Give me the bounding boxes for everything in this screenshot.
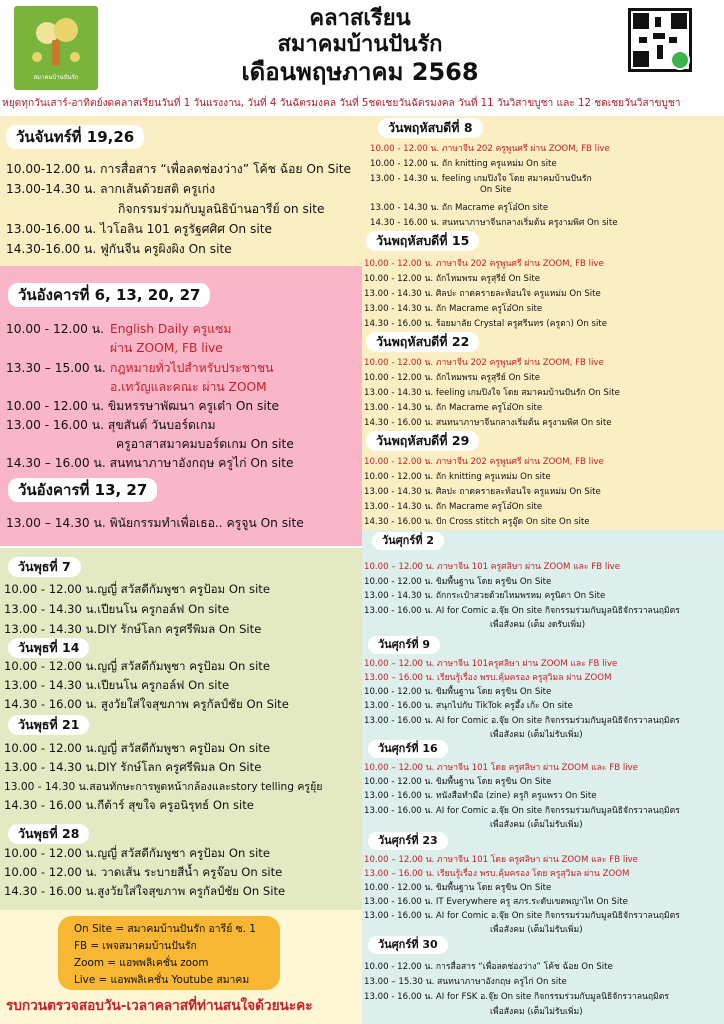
schedule-line: 13.00 - 16.00 น. หนังสือทำมือ (zine) ครูกิ ครูแพรว On Site <box>364 791 597 801</box>
schedule-line: 13.00 - 14.30 น.DIY รักษ์โลก ครูศรีพิมล On Site <box>4 760 262 774</box>
schedule-line: 10.00-12.00 น. การสื่อสาร “เพื่อลดช่องว่าง” โค้ช ฉ้อย On Site <box>6 162 352 176</box>
wednesday-7-heading: วันพุธที่ 7 <box>8 557 81 577</box>
schedule-line: 10.00 - 12.00 น. วาดเส้น ระบายสีน้ำ ครูจ๊อบ On site <box>4 865 283 879</box>
schedule-line: 10.00 - 12.00 น. ถักไหมพรม ครูสุรีย์ On Site <box>364 373 541 383</box>
schedule-line: 14.30 - 16.00 น.กีต้าร์ สุขใจ ครูอนิรุทธ์ On site <box>4 798 254 812</box>
schedule-line: เพื่อสังคม (เต็มไม่รับเพิ่ม) <box>490 1007 583 1017</box>
schedule-line: 10.00 - 12.00 น. การสื่อสาร “เพื่อลดช่องว่าง” โค้ช ฉ้อย On Site <box>364 962 613 972</box>
tuesday-heading: วันอังคารที่ 6, 13, 20, 27 <box>8 283 210 307</box>
schedule-line: 13.00 - 14.30 น.DIY รักษ์โลก ครูศรีพิมล On Site <box>4 622 262 636</box>
schedule-line: 10.00 - 12.00 น. ขิมพื้นฐาน โดย ครูขิน On Site <box>364 883 552 893</box>
schedule-line: 13.00 – 14.30 น. พินัยกรรมทำเพื่อเธอ.. ครูจูน On site <box>6 516 304 530</box>
schedule-line: 13.00 - 16.00 น. AI for Comic อ.จุ๊ย On site กิจกรรมร่วมกับมูลนิธิจักรวาลนฤมิตร <box>364 606 680 616</box>
schedule-line: 13.00 - 14.30 น. ศิลปะ ถาดครายละท้อนใจ ครูแหม่ม On Site <box>364 487 601 497</box>
schedule-line: 13.00 – 16.00 น. เรียนรู้เรื่อง พรบ.คุ้มครอง ครูสุวิมล ผ่าน ZOOM <box>364 673 612 683</box>
schedule-line: 10.00 - 12.00 น. ภาษาจีน 202 ครูพูนศรี ผ่าน ZOOM, FB live <box>370 144 610 154</box>
page-title-line3: เดือนพฤษภาคม 2568 <box>241 58 479 86</box>
schedule-line: 13.00 - 14.30 น.เปียนโน ครูกอล์ฟ On site <box>4 602 230 616</box>
legend-line: On Site = สมาคมบ้านปันรัก อารีย์ ซ. 1 <box>74 923 256 935</box>
schedule-line: 13.00 - 16.00 น. IT Everywhere ครู สภร.ระดับเขตพญาไท On Site <box>364 897 628 907</box>
schedule-line: 14.30 - 16.00 น.สูงวัยใส่ใจสุขภาพ ครูกัลป์ชัย On Site <box>4 884 286 898</box>
schedule-line: กิจกรรมร่วมกับมูลนิธิบ้านอารีย์ on site <box>118 202 325 216</box>
schedule-line: 13.00 - 14.30 น. ถัก Macrame ครูโอ๋On site <box>364 502 543 512</box>
schedule-line: 13.00 - 16.00 น. สนุกไปกับ TikTok ครูอึ้ง เก้ะ On site <box>364 701 573 711</box>
friday-2-heading: วันศุกร์ที่ 2 <box>372 532 444 550</box>
tree-people-logo-icon <box>14 6 98 90</box>
logo-trunk <box>52 40 60 66</box>
line-app-badge-icon <box>670 50 690 70</box>
schedule-line: 13.00 - 14.30 น. feeling เกมปิงใจ โดย สมาคมบ้านปันรัก <box>370 174 592 184</box>
schedule-line: 14.30 - 16.00 น. ร้อยมาลัย Crystal ครูศรีนทร (ครูตา) On site <box>364 319 608 329</box>
schedule-line: 13.00 - 16.00 น. สุขสันต์ วันบอร์ดเกม <box>6 418 216 432</box>
thursday-22-heading: วันพฤหัสบดีที่ 22 <box>366 332 479 352</box>
schedule-line: 10.00 - 12.00 น.ญญี่ สวัสดีกัมพูชา ครูป้อม On site <box>4 846 270 860</box>
footer-note: รบกวนตรวจสอบวัน-เวลาคลาสที่ท่านสนใจด้วยนะคะ <box>6 998 313 1014</box>
schedule-line: เพื่อสังคม (เต็มไม่รับเพิ่ม) <box>490 925 583 935</box>
schedule-line: 10.00 – 12.00 น. ภาษาจีน 101 โดย ครูศลิษา ผ่าน ZOOM และ FB live <box>364 763 638 773</box>
schedule-line: 13.00 – 15.30 น. สนทนาภาษาอังกฤษ ครูไก่ On site <box>364 977 567 987</box>
schedule-line: 10.00 - 12.00 น.ญญี่ สวัสดีกัมพูชา ครูป้อม On site <box>4 741 270 755</box>
schedule-line: 13.00 - 14.30 น.เปียนโน ครูกอล์ฟ On site <box>4 678 230 692</box>
schedule-line: อ.เทวัญและคณะ ผ่าน ZOOM <box>110 380 267 394</box>
logo-person <box>32 52 42 62</box>
schedule-line: 10.00 - 12.00 น. ขิมพื้นฐาน โดย ครูขิน On Site <box>364 687 552 697</box>
schedule-line: 13.00-14.30 น. ลากเส้นด้วยสติ ครูเก่ง <box>6 182 216 196</box>
legend-line: FB = เพจสมาคมบ้านปันรัก <box>74 940 197 952</box>
thursday-15-heading: วันพฤหัสบดีที่ 15 <box>366 231 479 251</box>
schedule-line: 10.00 – 12.00 น. ภาษาจีน 101ครูศลิษา ผ่าน ZOOM และ FB live <box>364 659 618 669</box>
schedule-line: 10.00 – 12.00 น. ภาษาจีน 101 โดย ครูศลิษา ผ่าน ZOOM และ FB live <box>364 855 638 865</box>
monday-panel <box>0 116 362 266</box>
friday-9-heading: วันศุกร์ที่ 9 <box>368 636 440 654</box>
schedule-line: 10.00 - 12.00 น. ขิมหรรษาพัฒนา ครูเต๋า On site <box>6 399 280 413</box>
schedule-line: 14.30 - 16.00 น. สนทนาภาษาจีนกลางเริ่มต้น ครูงามพิศ On site <box>370 218 618 228</box>
schedule-line: 13.00 - 14.30 น. ถัก Macrame ครูโอ๋On site <box>364 403 543 413</box>
schedule-line: 13.00 - 16.00 น. AI for Comic อ.จุ๊ย On site กิจกรรมร่วมกับมูลนิธิจักรวาลนฤมิตร <box>364 806 680 816</box>
thursday-29-heading: วันพฤหัสบดีที่ 29 <box>366 431 479 451</box>
schedule-line: 10.00 - 12.00 น. ขิมพื้นฐาน โดย ครูขิน On Site <box>364 577 552 587</box>
schedule-line: 13.00 - 16.00 น. AI for FSK อ.จุ๊ย On site กิจกรรมร่วมกับมูลนิธิจักรวาลนฤมิตร <box>364 992 669 1002</box>
tuesday-panel <box>0 266 362 546</box>
schedule-time: 13.30 – 15.00 น. <box>6 361 106 375</box>
schedule-line: เพื่อสังคม (เต็ม งดรับเพิ่ม) <box>490 620 586 630</box>
schedule-line: 13.00 – 16.00 น. เรียนรู้เรื่อง พรบ.คุ้มครอง โดย ครูสุวิมล ผ่าน ZOOM <box>364 869 630 879</box>
logo-person <box>70 52 80 62</box>
schedule-line: ผ่าน ZOOM, FB live <box>110 341 223 355</box>
schedule-line: English Daily ครูแซม <box>110 322 232 336</box>
thursday-panel <box>362 116 724 530</box>
schedule-line: 14.30-16.00 น. ฟู่กันจีน ครูผิงผิง On site <box>6 242 232 256</box>
schedule-line: On Site <box>480 185 512 195</box>
schedule-line: 13.00 - 14.30 น.สอนทักษะการพูดหน้ากล้องและstory telling ครูยุ้ย <box>4 781 323 793</box>
schedule-line: 10.00 - 12.00 น. ภาษาจีน 202 ครูพูนศรี ผ่าน ZOOM, FB live <box>364 259 604 269</box>
legend-line: Live = แอพพลิเคชั่น Youtube สมาคม <box>74 974 250 986</box>
wednesday-14-heading: วันพุธที่ 14 <box>8 638 89 658</box>
logo-text: สมาคมบ้านปันรัก <box>33 74 79 81</box>
schedule-line: 10.00 - 12.00 น. ถักไหมพรม ครูสุรีย์ On Site <box>364 274 541 284</box>
schedule-line: 10.00 - 12.00 น.ญญี่ สวัสดีกัมพูชา ครูป้อม On site <box>4 582 270 596</box>
schedule-line: 13.00 - 14.30 น. feeling เกมปิงใจ โดย สมาคมบ้านปันรัก On Site <box>364 388 620 398</box>
schedule-line: 13.00 - 16.00 น. AI for Comic อ.จุ๊ย On site กิจกรรมร่วมกับมูลนิธิจักรวาลนฤมิตร <box>364 716 680 726</box>
schedule-line: 13.00 - 16.00 น. AI for Comic อ.จุ๊ย On site กิจกรรมร่วมกับมูลนิธิจักรวาลนฤมิตร <box>364 911 680 921</box>
thursday-8-heading: วันพฤหัสบดีที่ 8 <box>378 118 483 138</box>
wednesday-28-heading: วันพุธที่ 28 <box>8 824 89 844</box>
schedule-line: 13.00 - 14.30 น. ศิลปะ ถาดครายละท้อนใจ ครูแหม่ม On Site <box>364 289 601 299</box>
tuesday-heading-2: วันอังคารที่ 13, 27 <box>8 478 157 502</box>
schedule-line: 10.00 – 12.00 น. ภาษาจีน 101 ครูศลิษา ผ่าน ZOOM และ FB live <box>364 562 620 572</box>
friday-23-heading: วันศุกร์ที่ 23 <box>368 832 448 850</box>
friday-30-heading: วันศุกร์ที่ 30 <box>368 936 448 954</box>
monday-heading: วันจันทร์ที่ 19,26 <box>6 125 144 149</box>
schedule-line: กฎหมายทั่วไปสำหรับประชาชน <box>110 361 274 375</box>
schedule-line: 14.30 – 16.00 น. สนทนาภาษาอังกฤษ ครูไก่ On site <box>6 456 294 470</box>
wednesday-21-heading: วันพุธที่ 21 <box>8 715 89 735</box>
schedule-line: 10.00 - 12.00 น. ถัก knitting ครูแหม่ม On site <box>364 472 551 482</box>
schedule-line: ครูอาสาสมาคมบอร์ดเกม On site <box>116 437 294 451</box>
holiday-notice: หยุดทุกวันเสาร์-อาทิตย์งดคลาสเรียนวันที่ 1 วันแรงงาน, วันที่ 4 วันฉัตรมงคล วันที่ 5ชดเชยวันฉัตรมงคล วันที่ 11 วันวิสาขบูชา และ 12 ชดเชยวันวิสาขบูชา <box>2 98 681 109</box>
wednesday-panel <box>0 548 362 910</box>
schedule-line: 10.00 - 12.00 น.ญญี่ สวัสดีกัมพูชา ครูป้อม On site <box>4 659 270 673</box>
schedule-line: เพื่อสังคม (เต็มไม่รับเพิ่ม) <box>490 820 583 830</box>
page-title-line1: คลาสเรียน <box>309 6 411 31</box>
schedule-line: 14.30 - 16.00 น. สนทนาภาษาจีนกลางเริ่มต้น ครูงามพิศ On site <box>364 418 612 428</box>
schedule-line: 10.00 - 12.00 น. ภาษาจีน 202 ครูพูนศรี ผ่าน ZOOM, FB live <box>364 358 604 368</box>
schedule-line: 10.00 - 12.00 น. ภาษาจีน 202 ครูพูนศรี ผ่าน ZOOM, FB live <box>364 457 604 467</box>
schedule-line: 13.00 - 14.30 น. ถัก Macrame ครูโอ๋On site <box>364 304 543 314</box>
schedule-line: 10.00 - 12.00 น. ถัก knitting ครูแหม่ม On site <box>370 159 557 169</box>
legend-line: Zoom = แอพพลิเคชั่น zoom <box>74 957 209 969</box>
schedule-line: เพื่อสังคม (เต็มไม่รับเพิ่ม) <box>490 730 583 740</box>
page-title-line2: สมาคมบ้านปันรัก <box>277 32 443 57</box>
schedule-line: 13.00-16.00 น. ไวโอลิน 101 ครูรัฐศศิศ On site <box>6 222 273 236</box>
friday-16-heading: วันศุกร์ที่ 16 <box>368 740 448 758</box>
schedule-line: 13.00 - 14.30 น. ถัก Macrame ครูโอ๋On site <box>370 203 549 213</box>
schedule-line: 10.00 - 12.00 น. ขิมพื้นฐาน โดย ครูขิน On Site <box>364 777 552 787</box>
schedule-line: 14.30 - 16.00 น. สูงวัยใส่ใจสุขภาพ ครูกัลป์ชัย On Site <box>4 697 289 711</box>
schedule-line: 14.30 - 16.00 น. ปัก Cross stitch ครูอู๊ด On site On site <box>364 517 590 527</box>
schedule-time: 10.00 - 12.00 น. <box>6 322 105 336</box>
friday-panel <box>362 530 724 1024</box>
schedule-line: 13.00 - 14.30 น. ถักกระเป๋าสวยด้วยไหมพรหม ครูนิดา On Site <box>364 591 606 601</box>
page-header <box>0 0 724 96</box>
logo-leaf <box>54 18 78 42</box>
